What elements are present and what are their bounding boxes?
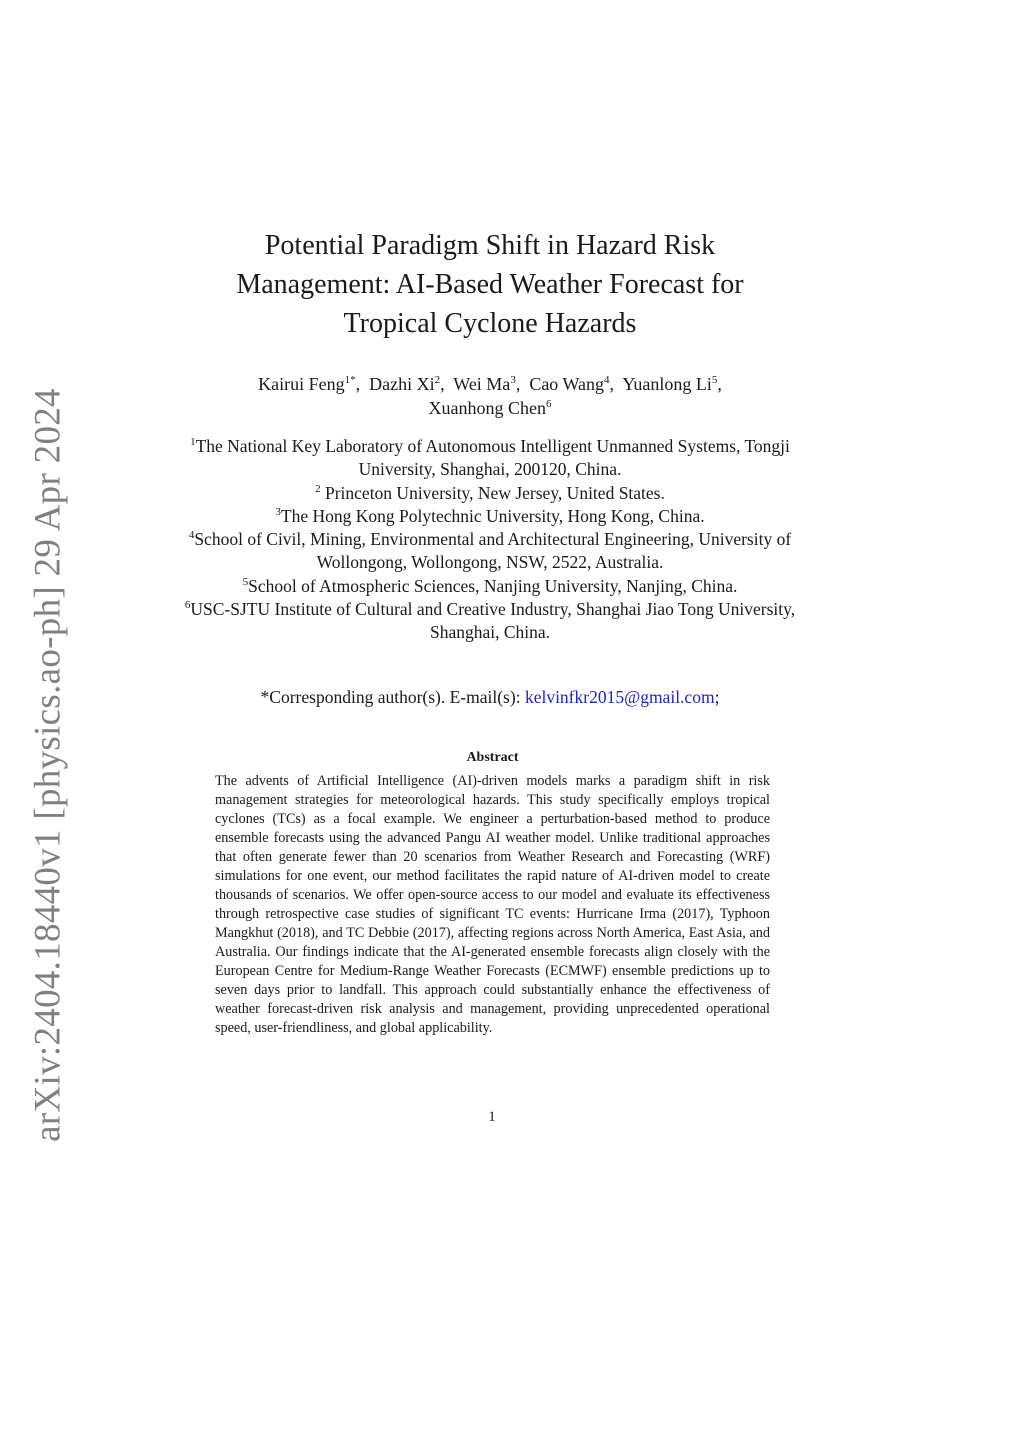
- affiliation-item: [180, 598, 800, 645]
- affiliation-text: The Hong Kong Polytechnic University, Hong Kong, China.: [280, 505, 705, 526]
- correspondence-suffix: ;: [714, 687, 720, 707]
- affiliation-list: [180, 435, 800, 645]
- affiliation-item: [180, 435, 800, 482]
- correspondence-line: [180, 685, 800, 709]
- affiliation-mark: 1: [190, 436, 196, 449]
- affiliation-item: [180, 505, 800, 528]
- author-mark: 3: [510, 374, 516, 386]
- affiliation-mark: 4: [188, 529, 195, 542]
- title-line: Potential Paradigm Shift in Hazard Risk: [264, 230, 716, 261]
- affiliation-item: [180, 482, 800, 505]
- author-mark: 2: [434, 374, 441, 386]
- affiliation-text: The National Key Laboratory of Autonomous Intelligent Unmanned Systems, Tongji University, Shanghai, 200120, China.: [195, 436, 790, 480]
- author-name: Kairui Feng: [258, 374, 345, 394]
- author-mark: 5: [711, 374, 718, 386]
- correspondence-label: *Corresponding author(s). E-mail(s):: [260, 687, 525, 707]
- author-mark: 1*: [344, 374, 356, 386]
- affiliation-mark: 6: [184, 599, 191, 612]
- author-name: Dazhi Xi: [369, 374, 435, 394]
- author-mark: 4: [604, 374, 610, 386]
- affiliation-text: USC-SJTU Institute of Cultural and Creative Industry, Shanghai Jiao Tong University, Shanghai, China.: [190, 599, 796, 643]
- page-number: 1: [488, 1109, 496, 1125]
- affiliation-mark: 2: [315, 482, 321, 495]
- author-list: Kairui Feng$^{1*}$, Dazhi Xi$^2$, Wei Ma$^3$, Cao Wang$^4$, Yuanlong Li$^5$, Xuanhong Chen$^6$: [258, 374, 722, 418]
- affiliation-text: School of Atmospheric Sciences, Nanjing University, Nanjing, China.: [248, 575, 738, 596]
- title-line: Management: AI-Based Weather Forecast for: [236, 269, 744, 300]
- author-mark: 6: [545, 398, 552, 410]
- affiliation-text: School of Civil, Mining, Environmental and Architectural Engineering, University of Wollongong, Wollongong, NSW, 2522, Australia.: [194, 529, 792, 573]
- affiliation-mark: 3: [275, 506, 281, 519]
- affiliation-mark: 5: [242, 575, 249, 588]
- email-link[interactable]: kelvinfkr2015@gmail.com: [524, 687, 715, 707]
- abstract-text: The advents of Artificial Intelligence (AI)-driven models marks a paradigm shift in risk management strategies for meteorological hazards. This study specifically employs tropical cyclones (TCs) as a focal example. We engineer a perturbation-based method to produce ensemble forecasts using the advanced Pangu AI weather model. Unlike traditional approaches that often generate fewer than 20 scenarios from Weather Research and Forecasting (WRF) simulations for one event, our method facilitates the rapid nature of AI-driven model to create thousands of scenarios. We offer open-source access to our model and evaluate its effectiveness through retrospective case studies of significant TC events: Hurricane Irma (2017), Typhoon Mangkhut (2018), and TC Debbie (2017), affecting regions across North America, East Asia, and Australia. Our findings indicate that the AI-generated ensemble forecasts align closely with the European Centre for Medium-Range Weather Forecasts (ECMWF) ensemble predictions up to seven days prior to landfall. This approach could substantially enhance the effectiveness of weather forecast-driven risk analysis and management, providing unprecedented operational speed, user-friendliness, and global applicability.: [215, 773, 770, 1036]
- author-name: Yuanlong Li: [622, 374, 712, 394]
- abstract-heading: Abstract: [466, 750, 519, 765]
- author-name: Cao Wang: [529, 374, 605, 394]
- affiliation-item: [180, 575, 800, 598]
- affiliation-text: Princeton University, New Jersey, United States.: [320, 482, 665, 503]
- affiliation-item: [180, 528, 800, 575]
- arxiv-identifier-stamp: arXiv:2404.18440v1 [physics.ao-ph] 29 Apr 2024: [27, 388, 69, 1142]
- author-name: Xuanhong Chen: [428, 398, 546, 418]
- author-name: Wei Ma: [453, 374, 511, 394]
- paper-title: [195, 226, 785, 343]
- title-line: Tropical Cyclone Hazards: [343, 308, 637, 339]
